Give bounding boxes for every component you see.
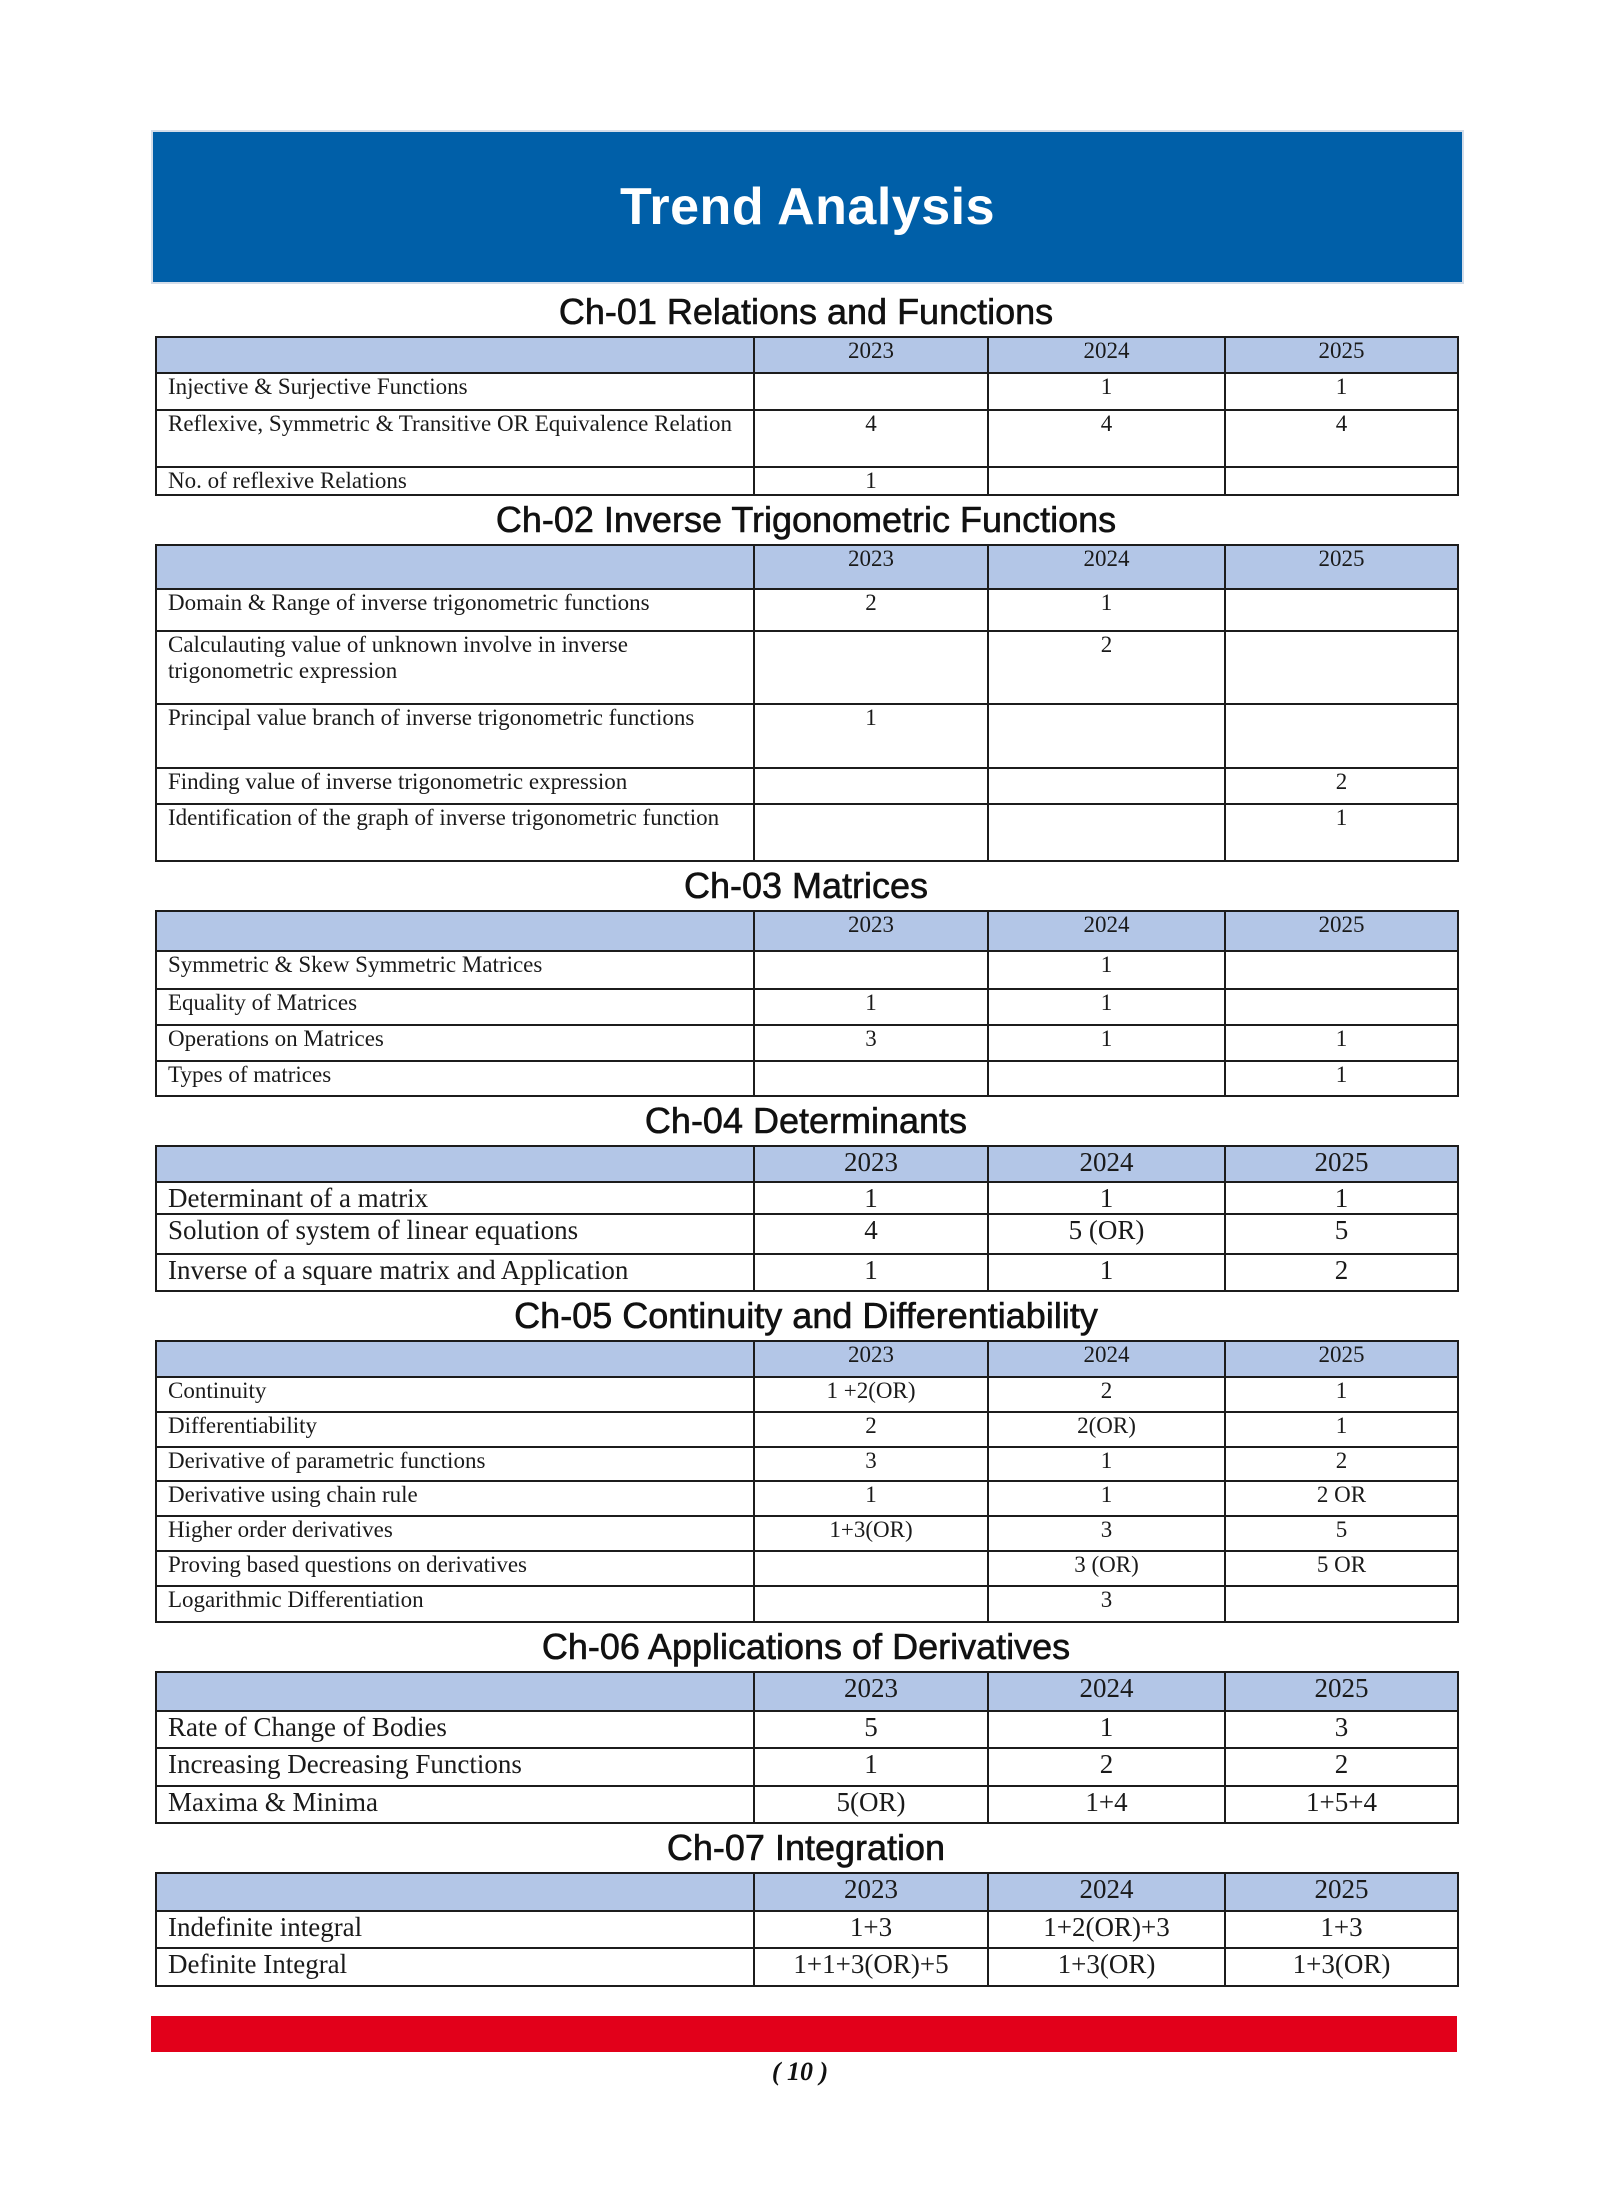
value-cell-2023: 5 — [754, 1711, 988, 1748]
value-cell-2023: 2 — [754, 1412, 988, 1447]
value-cell-2025 — [1225, 989, 1458, 1025]
year-header-2023: 2023 — [754, 1146, 988, 1182]
topic-cell: Proving based questions on derivatives — [156, 1551, 754, 1586]
value-cell-2024 — [988, 1061, 1225, 1096]
year-header-2024: 2024 — [988, 1672, 1225, 1711]
value-cell-2023: 3 — [754, 1025, 988, 1061]
chapter-list — [155, 288, 1457, 1987]
year-header-2024: 2024 — [988, 911, 1225, 951]
trend-table — [155, 1340, 1459, 1623]
topic-header-cell — [156, 1341, 754, 1377]
value-cell-2024: 1 — [988, 373, 1225, 410]
year-header-2025: 2025 — [1225, 1873, 1458, 1911]
value-cell-2023: 1+3(OR) — [754, 1516, 988, 1551]
value-cell-2025 — [1225, 589, 1458, 631]
chapter-title: Ch-03 Matrices — [683, 865, 929, 906]
table-row — [156, 1516, 1458, 1551]
page-number: ( 10 ) — [771, 2057, 829, 2086]
header-row — [156, 337, 1458, 373]
title-banner — [151, 130, 1464, 284]
topic-cell: Types of matrices — [156, 1061, 754, 1096]
value-cell-2024 — [988, 467, 1225, 495]
value-cell-2025: 4 — [1225, 410, 1458, 467]
year-header-2024: 2024 — [988, 1341, 1225, 1377]
topic-header-cell — [156, 1873, 754, 1911]
value-cell-2024: 1 — [988, 1025, 1225, 1061]
table-row — [156, 1911, 1458, 1948]
value-cell-2025: 2 — [1225, 1748, 1458, 1786]
value-cell-2023: 1+1+3(OR)+5 — [754, 1948, 988, 1986]
table-row — [156, 1254, 1458, 1291]
year-header-2025: 2025 — [1225, 1146, 1458, 1182]
year-header-2023: 2023 — [754, 1341, 988, 1377]
trend-table — [155, 1145, 1459, 1292]
value-cell-2024: 1+2(OR)+3 — [988, 1911, 1225, 1948]
table-row — [156, 589, 1458, 631]
value-cell-2023: 1 — [754, 989, 988, 1025]
value-cell-2024: 4 — [988, 410, 1225, 467]
topic-cell: No. of reflexive Relations — [156, 467, 754, 495]
year-header-2025: 2025 — [1225, 1341, 1458, 1377]
year-header-2025: 2025 — [1225, 1672, 1458, 1711]
topic-cell: Determinant of a matrix — [156, 1182, 754, 1214]
chapter-section — [155, 1824, 1457, 1987]
topic-cell: Solution of system of linear equations — [156, 1214, 754, 1254]
table-row — [156, 1748, 1458, 1786]
topic-cell: Differentiability — [156, 1412, 754, 1447]
chapter-section — [155, 496, 1457, 862]
value-cell-2025: 5 — [1225, 1214, 1458, 1254]
value-cell-2024: 2 — [988, 631, 1225, 704]
year-header-2025: 2025 — [1225, 911, 1458, 951]
topic-cell: Derivative of parametric functions — [156, 1447, 754, 1481]
year-header-2023: 2023 — [754, 337, 988, 373]
topic-cell: Maxima & Minima — [156, 1786, 754, 1823]
header-row — [156, 1873, 1458, 1911]
value-cell-2025: 2 OR — [1225, 1481, 1458, 1516]
header-row — [156, 545, 1458, 589]
value-cell-2025: 1 — [1225, 1412, 1458, 1447]
value-cell-2023 — [754, 1586, 988, 1622]
value-cell-2025: 5 — [1225, 1516, 1458, 1551]
table-row — [156, 704, 1458, 768]
table-row — [156, 1948, 1458, 1986]
value-cell-2024: 1+4 — [988, 1786, 1225, 1823]
topic-cell: Symmetric & Skew Symmetric Matrices — [156, 951, 754, 989]
value-cell-2023: 3 — [754, 1447, 988, 1481]
table-row — [156, 467, 1458, 495]
value-cell-2024 — [988, 704, 1225, 768]
value-cell-2025: 2 — [1225, 768, 1458, 804]
table-row — [156, 1447, 1458, 1481]
topic-cell: Injective & Surjective Functions — [156, 373, 754, 410]
value-cell-2023 — [754, 1061, 988, 1096]
value-cell-2025: 1 — [1225, 804, 1458, 861]
topic-cell: Logarithmic Differentiation — [156, 1586, 754, 1622]
value-cell-2025: 1+3 — [1225, 1911, 1458, 1948]
topic-cell: Domain & Range of inverse trigonometric functions — [156, 589, 754, 631]
value-cell-2023 — [754, 804, 988, 861]
value-cell-2025 — [1225, 704, 1458, 768]
year-header-2023: 2023 — [754, 1672, 988, 1711]
value-cell-2023 — [754, 768, 988, 804]
value-cell-2025: 2 — [1225, 1254, 1458, 1291]
topic-cell: Identification of the graph of inverse trigonometric function — [156, 804, 754, 861]
chapter-section — [155, 862, 1457, 1097]
topic-cell: Higher order derivatives — [156, 1516, 754, 1551]
value-cell-2024: 3 (OR) — [988, 1551, 1225, 1586]
value-cell-2023 — [754, 373, 988, 410]
topic-cell: Equality of Matrices — [156, 989, 754, 1025]
table-row — [156, 1214, 1458, 1254]
value-cell-2023: 1 — [754, 467, 988, 495]
trend-table — [155, 336, 1459, 496]
value-cell-2023 — [754, 951, 988, 989]
topic-cell: Principal value branch of inverse trigonometric functions — [156, 704, 754, 768]
table-row — [156, 1551, 1458, 1586]
topic-header-cell — [156, 1672, 754, 1711]
value-cell-2023: 1+3 — [754, 1911, 988, 1948]
chapter-title: Ch-07 Integration — [666, 1827, 946, 1868]
value-cell-2024: 1 — [988, 951, 1225, 989]
table-row — [156, 1377, 1458, 1412]
value-cell-2025 — [1225, 1586, 1458, 1622]
value-cell-2025: 1+3(OR) — [1225, 1948, 1458, 1986]
year-header-2023: 2023 — [754, 545, 988, 589]
value-cell-2024: 2 — [988, 1748, 1225, 1786]
table-row — [156, 1586, 1458, 1622]
value-cell-2024: 1 — [988, 589, 1225, 631]
topic-cell: Finding value of inverse trigonometric expression — [156, 768, 754, 804]
header-row — [156, 1672, 1458, 1711]
table-row — [156, 373, 1458, 410]
value-cell-2025: 1 — [1225, 1377, 1458, 1412]
topic-cell: Derivative using chain rule — [156, 1481, 754, 1516]
trend-table — [155, 1671, 1459, 1824]
header-row — [156, 1146, 1458, 1182]
topic-cell: Inverse of a square matrix and Application — [156, 1254, 754, 1291]
value-cell-2023 — [754, 1551, 988, 1586]
year-header-2023: 2023 — [754, 911, 988, 951]
value-cell-2023: 2 — [754, 589, 988, 631]
table-row — [156, 631, 1458, 704]
year-header-2024: 2024 — [988, 337, 1225, 373]
value-cell-2025: 2 — [1225, 1447, 1458, 1481]
table-row — [156, 1025, 1458, 1061]
value-cell-2024: 1 — [988, 1254, 1225, 1291]
table-row — [156, 1182, 1458, 1214]
chapter-section — [155, 1623, 1457, 1824]
table-row — [156, 410, 1458, 467]
value-cell-2024: 2 — [988, 1377, 1225, 1412]
value-cell-2023: 1 — [754, 1748, 988, 1786]
topic-cell: Calculauting value of unknown involve in inverse trigonometric expression — [156, 631, 754, 704]
table-row — [156, 951, 1458, 989]
value-cell-2025: 1 — [1225, 1025, 1458, 1061]
value-cell-2024: 1 — [988, 1711, 1225, 1748]
value-cell-2024: 1 — [988, 1447, 1225, 1481]
value-cell-2025: 5 OR — [1225, 1551, 1458, 1586]
table-row — [156, 1711, 1458, 1748]
table-row — [156, 1412, 1458, 1447]
trend-table — [155, 544, 1459, 862]
year-header-2025: 2025 — [1225, 545, 1458, 589]
chapter-title: Ch-01 Relations and Functions — [558, 291, 1054, 332]
page-title: Trend Analysis — [620, 178, 995, 236]
topic-header-cell — [156, 545, 754, 589]
value-cell-2023: 1 — [754, 704, 988, 768]
value-cell-2024: 1 — [988, 1481, 1225, 1516]
header-row — [156, 911, 1458, 951]
chapter-title: Ch-06 Applications of Derivatives — [541, 1626, 1071, 1667]
topic-cell: Increasing Decreasing Functions — [156, 1748, 754, 1786]
chapter-title: Ch-02 Inverse Trigonometric Functions — [495, 499, 1117, 540]
value-cell-2023: 1 — [754, 1182, 988, 1214]
value-cell-2024 — [988, 768, 1225, 804]
year-header-2024: 2024 — [988, 1146, 1225, 1182]
chapter-title: Ch-04 Determinants — [644, 1100, 968, 1141]
chapter-section — [155, 288, 1457, 496]
footer-bar — [151, 2016, 1457, 2052]
value-cell-2023: 1 +2(OR) — [754, 1377, 988, 1412]
value-cell-2023: 4 — [754, 1214, 988, 1254]
trend-table — [155, 1872, 1459, 1987]
value-cell-2025 — [1225, 951, 1458, 989]
topic-cell: Continuity — [156, 1377, 754, 1412]
value-cell-2024: 1+3(OR) — [988, 1948, 1225, 1986]
value-cell-2023 — [754, 631, 988, 704]
value-cell-2025: 1 — [1225, 1061, 1458, 1096]
year-header-2024: 2024 — [988, 545, 1225, 589]
value-cell-2023: 1 — [754, 1254, 988, 1291]
value-cell-2024: 1 — [988, 989, 1225, 1025]
year-header-2024: 2024 — [988, 1873, 1225, 1911]
value-cell-2025 — [1225, 467, 1458, 495]
value-cell-2024: 3 — [988, 1586, 1225, 1622]
value-cell-2024: 1 — [988, 1182, 1225, 1214]
value-cell-2023: 4 — [754, 410, 988, 467]
table-row — [156, 1061, 1458, 1096]
topic-cell: Operations on Matrices — [156, 1025, 754, 1061]
chapter-section — [155, 1097, 1457, 1292]
value-cell-2024: 5 (OR) — [988, 1214, 1225, 1254]
table-row — [156, 1481, 1458, 1516]
topic-header-cell — [156, 1146, 754, 1182]
table-row — [156, 768, 1458, 804]
value-cell-2024: 2(OR) — [988, 1412, 1225, 1447]
table-row — [156, 1786, 1458, 1823]
topic-cell: Rate of Change of Bodies — [156, 1711, 754, 1748]
table-row — [156, 804, 1458, 861]
value-cell-2025 — [1225, 631, 1458, 704]
value-cell-2025: 1+5+4 — [1225, 1786, 1458, 1823]
value-cell-2025: 1 — [1225, 373, 1458, 410]
header-row — [156, 1341, 1458, 1377]
topic-cell: Reflexive, Symmetric & Transitive OR Equivalence Relation — [156, 410, 754, 467]
year-header-2023: 2023 — [754, 1873, 988, 1911]
value-cell-2024: 3 — [988, 1516, 1225, 1551]
value-cell-2025: 1 — [1225, 1182, 1458, 1214]
topic-header-cell — [156, 911, 754, 951]
trend-table — [155, 910, 1459, 1097]
table-row — [156, 989, 1458, 1025]
topic-header-cell — [156, 337, 754, 373]
chapter-section — [155, 1292, 1457, 1623]
year-header-2025: 2025 — [1225, 337, 1458, 373]
value-cell-2024 — [988, 804, 1225, 861]
topic-cell: Indefinite integral — [156, 1911, 754, 1948]
chapter-title: Ch-05 Continuity and Differentiability — [514, 1295, 1098, 1336]
value-cell-2023: 1 — [754, 1481, 988, 1516]
value-cell-2025: 3 — [1225, 1711, 1458, 1748]
value-cell-2023: 5(OR) — [754, 1786, 988, 1823]
topic-cell: Definite Integral — [156, 1948, 754, 1986]
